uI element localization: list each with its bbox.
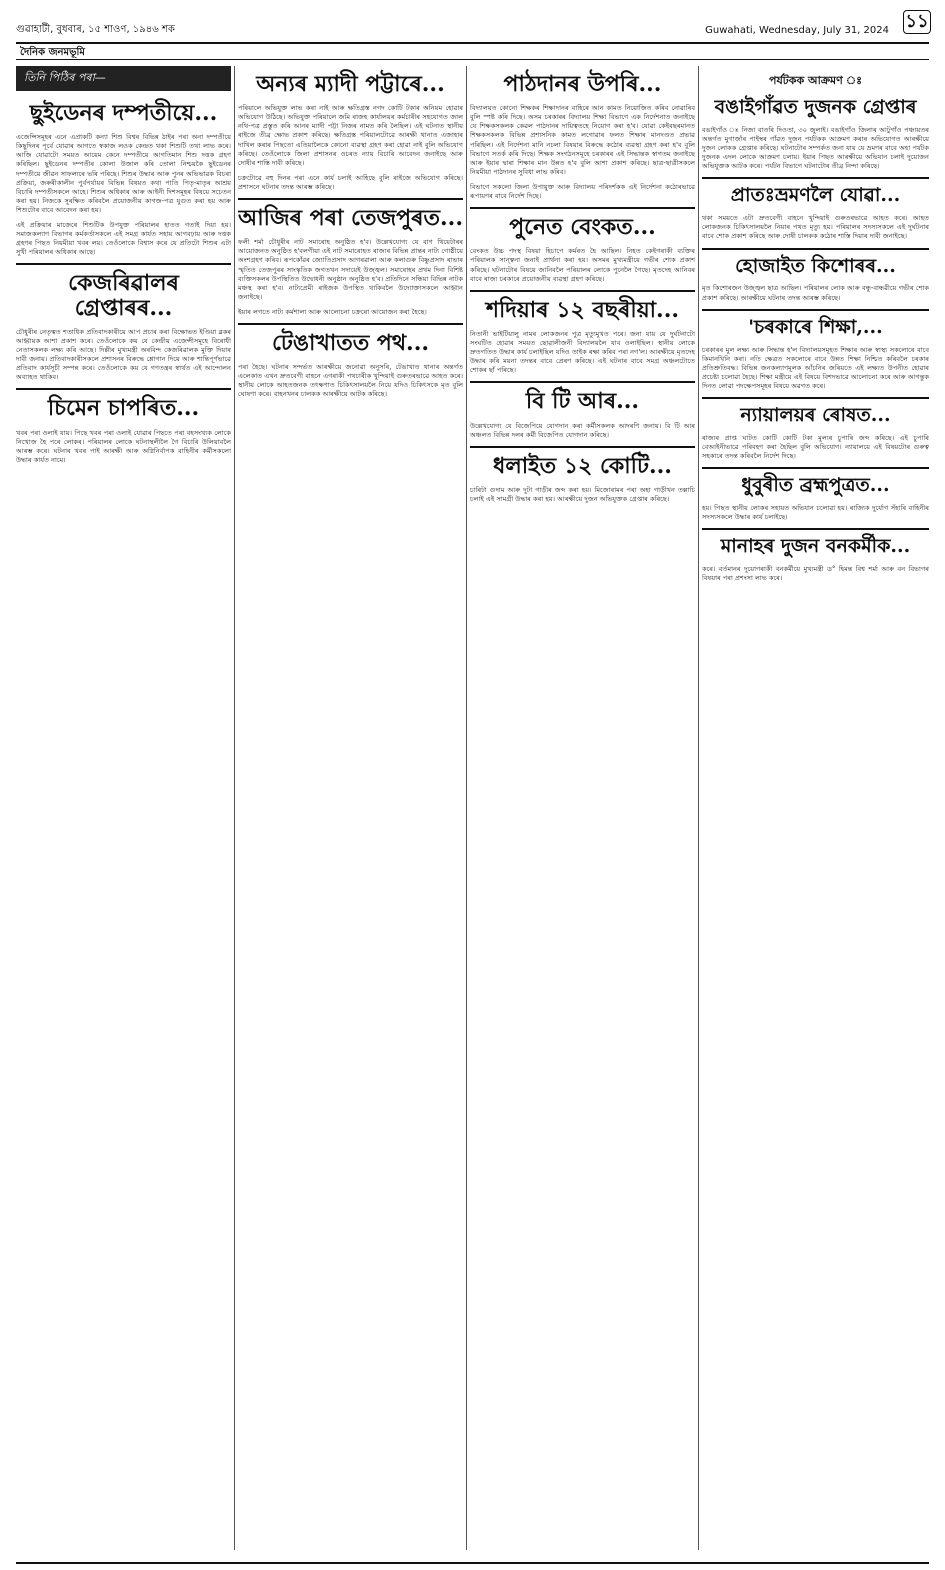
- headline-chimen-chapari: চিমেন চাপৰিত...: [47, 395, 200, 422]
- divider: [238, 198, 463, 200]
- divider: [702, 467, 929, 469]
- headline-government-education: 'চৰকাৰে শিক্ষা,...: [748, 315, 883, 338]
- headline-myadi-patta: অন্যৰ ম্যাদী পট্টাৰে...: [256, 71, 445, 97]
- page-footer-rule: [16, 1562, 929, 1564]
- divider: [702, 309, 929, 311]
- column-2: [238, 66, 463, 1550]
- article-body: চৰকাৰৰ মুল লক্ষ্য আৰু সিদ্ধান্ত হ'ল বিদ্যালয়সমূহত শিক্ষাৰ আৰু স্বাস্থ্য সকলোৰে বাবে কিমানখিনি কৰা। নতি ক্ষেত্ৰত সকলোৰে বাবে উন্নত শিক্ষা নিশ্চিত কৰিবলৈ চৰকাৰ প্ৰতিশ্ৰুতিবদ্ধ। বিভিন্ন জনকল্যাণমূলক আঁচনিৰ জৰিয়তে এই লক্ষ্যত উপনীত হোৱাৰ প্ৰচেষ্টা চলোৱা হৈছে। শিক্ষা মন্ত্ৰীয়ে এই বিষয়ে বিশদভাৱে আলোচনা কৰে আৰু আগন্তুক দিনত লোৱা পদক্ষেপসমূহৰ বিষয়ে অৱগত কৰে।: [702, 345, 929, 390]
- article-body: এজেন্সিসমূহৰ এনে এপ্ৰাকটি কন্যা শিশু বিশ্বৰ বিভিন্ন ঠাইৰ পৰা অনা দম্পতীয়ে কিছুদিনৰ পূৰ্বে যোৱাৰ আগতে স্বকাজ লওক কেন্দ্ৰত থকা শিশুটি তথা লাভ কৰে। আজি যোৱাটো সময়ত আয়েম কেনে দম্পতীয়ে আগতিমান শিশু দত্তক গ্ৰহণ কৰিছিল। ছুইডেনৰ দম্পতীৰ কোলা উজাল কৰি তোলা নিশ্চয়কৈ ছুইডেনৰ দম্পতীয়ে জীৱন সাফল্যৰে ভৰি পৰিছে। শিশুৰ উদ্ধাৰ আৰু পুনৰ অভিভাৱক বিচৰা প্ৰক্ৰিয়া, জৰুৰীকালীন পুৰ্বপৰ্যায়ৰ বিভিন্ন বিষয়ত কথা পাতি পিতৃ-মাতৃৰ আশ্ৰয় বিচাৰি দম্পতীসকলে আহে। শিশুৰ অধিকাৰ আৰু আইনী দিশসমূহৰ বিষয়ে সচেতন কৰা হয়। নিজকে সুৰক্ষিত কৰিবলৈ প্ৰয়োজনীয় কাগজ-পত্ৰ যুগুত কৰা হয় আৰু শিশুটোৰ বাবে আবেদন কৰা হয়।: [16, 133, 231, 214]
- divider: [702, 397, 929, 399]
- article-body: কৰে। বৰ্তমানৰ দুয়োগৰাকী বনকৰ্মীয়ে মুখ্যমন্ত্ৰী ড° হিমন্ত বিশ্ব শৰ্মা আৰু বন বিভাগৰ বিষয়াৰ পৰা প্ৰশংসা লাভ কৰে।: [702, 565, 929, 583]
- column-divider: [698, 66, 699, 1550]
- headline-hojai: হোজাইত কিশোৰৰ...: [735, 254, 896, 277]
- article-body: এই প্ৰক্ৰিয়াৰ মাজেৰে শিশুটিক উপযুক্ত পৰিয়ালৰ হাতত গতাই দিয়া হয়। সমাজকল্যাণ বিভাগৰ কৰ্মকৰ্তাসকলে এই সমগ্ৰ কাৰ্যত সহায় আগবঢ়ায় আৰু দত্তক গ্ৰহণৰ পিছত নিয়মীয়া খবৰ লয়। তেওঁলোকে বিশ্বাস কৰে যে প্ৰতিটো শিশুৰ এটা সুখী পৰিয়ালৰ অধিকাৰ আছে।: [16, 221, 231, 257]
- article-body: ইয়াৰ লগতে নাট্য কৰ্মশালা আৰু আলোচনা চক্ৰৰো আয়োজন কৰা হৈছে।: [238, 307, 427, 316]
- divider: [470, 207, 695, 209]
- article-body: নিতানী ভাইটিয়ালু নামৰ লোকজনৰ পুত্ৰ মৃত্যুমুখত পৰে। জনা যায় যে দুৰ্ঘটনাটো সংঘটিত হোৱাৰ সময়ত ছোৱালীজনী বিদ্যালয়লৈ যাব ওলাইছিল। স্থানীয় লোকে দ্ৰুতগতিত উদ্ধাৰ কাৰ্য চলাইছিল যদিও তাইক ৰক্ষা কৰিব পৰা নগ'ল। আৰক্ষীয়ে মৃতদেহ উদ্ধাৰ কৰি ময়না তদন্তৰ বাবে প্ৰেৰণ কৰিছে। এই ঘটনাৰ বাবে সমগ্ৰ অঞ্চলটোতে শোকৰ ছাঁ পৰিছে।: [470, 329, 695, 375]
- kicker-tourist-attack: পৰ্যটকক আক্ৰমণ ঃ: [768, 74, 863, 87]
- article-body: খবৰ পৰা ওলাই যায়। পিছে খবৰ পৰা ওলাই যোৱাৰ পিছতে পৰা বহসংখ্যক লোকে নিখোজ হৈ পৰে লোকৰ। পৰিয়ালৰ লোকে ঘটনাস্থলীলৈ গৈ বিচাৰি উলিয়াবলৈ আৰম্ভ কৰে। ঘটনাৰ খবৰ পাই আৰক্ষী আৰু অগ্নিনিৰ্বাপক বাহিনীৰ কৰ্মীসকলো উদ্ধাৰ কাৰ্যত নামে।: [16, 428, 231, 464]
- article-body: ফলী শৰ্মা চৌধুৰীৰ নাট সমাৰোহ অনুষ্ঠিত হ'ব। উল্লেখযোগ্য যে বাণ থিয়েটাৰৰ আয়োজনত অনুষ্ঠিত হ'বলগীয়া এই নাট সমাৰোহত ৰাজ্যৰ বিভিন্ন প্ৰান্তৰ নাট্য গোষ্ঠীয়ে অংশগ্ৰহণ কৰিব। ৰূপকোঁৱৰ জ্যোতিপ্ৰসাদ আগৰৱালা আৰু কলাগুৰু বিষ্ণুপ্ৰসাদ ৰাভাৰ স্মৃতিত তেজপুৰৰ সাংস্কৃতিক জগতখন সদায়েই উজ্জ্বল। সমাৰোহৰ প্ৰথম দিনা বিশিষ্ট ব্যক্তিসকলৰ উপস্থিতিত উদ্বোধনী অনুষ্ঠান অনুষ্ঠিত হ'ব। প্ৰতিদিনে সন্ধিয়া বিভিন্ন নাটক মঞ্চস্থ কৰা হ'ব। নাট্যপ্ৰেমী ৰাইজক উপস্থিত থাকিবলৈ উদ্যোক্তাসকলে আহ্বান জনাইছে।: [238, 238, 463, 301]
- article-body: উল্লেখযোগ্য যে বিজেপিয়ে যোগদান কৰা কৰ্মীসকলক আদৰণি জনায়। বি টি আৰ অঞ্চলত বিভিন্ন দলৰ কৰ্মী বিজেপিত যোগদান কৰিছে।: [470, 421, 695, 439]
- article-body: চাৰিটা গুদাম আৰু দুটা গাড়ীৰ জব্দ কৰা হয়। মিজোৰামৰ পৰা অহা গাড়ীখন তল্লাচি চলাই এই সামগ্ৰী উদ্ধাৰ কৰা হয়। আৰক্ষীয়ে দুজন অভিযুক্তক গ্ৰেপ্তাৰ কৰিছে।: [470, 485, 695, 503]
- column-1: [16, 66, 231, 1550]
- headline-kejriwal-arrest: কেজৰিৱালৰ গ্ৰেপ্তাৰৰ...: [68, 270, 179, 321]
- article-body: চৌধুৰীৰ নেতৃত্বত শতাধিক প্ৰতিবাদকাৰীয়ে আপ প্ৰচাৰ কৰা বিক্ষোভত ইণ্ডিয়া ব্লকৰ আহ্বায়ক আশা প্ৰকাশ কৰে। তেওঁলোকে কয় যে কেন্দ্ৰীয় এজেন্সীসমূহে বিৰোধী নেতাসকলক লক্ষ্য কৰি আছে। দিল্লীৰ মুখ্যমন্ত্ৰী অৰবিন্দ কেজৰিৱালক মুক্তি দিয়াৰ দাবী জনায়। প্ৰতিবাদকাৰীসকলে প্ৰশাসনৰ বিৰুদ্ধে শ্লোগান দিয়ে আৰু শান্তিপূৰ্ণভাৱে প্ৰতিবাদ কাৰ্যসূচী সম্পন্ন কৰে। তেওঁলোকে কয় যে গণতন্ত্ৰৰ স্বাৰ্থত এই আন্দোলন অব্যাহত থাকিব।: [16, 327, 231, 382]
- divider: [470, 290, 695, 292]
- article-body: ৰাজ্যৰ প্ৰাপ্ত ঘাটত কোটি কোটি টকা মুল্যৰ চুপাৰি জব্দ কৰিছে। এই চুপাৰি বেআইনীভাৱে পৰিবহণ কৰা হৈছিল বুলি অভিযোগ। ন্যায়ালয়ে এই বিষয়টোৰ গুৰুত্ব সহকাৰে তদন্ত কৰিবলৈ নিৰ্দেশ দিছে।: [702, 433, 929, 461]
- article-body: চক্ৰটোৱে বহু দিনৰ পৰা এনে কাৰ্য চলাই আহিছে বুলি ৰাইজে অভিযোগ কৰিছে। প্ৰশাসনে ঘটনাৰ তদন্ত আৰম্ভ কৰিছে।: [238, 173, 463, 191]
- headline-pune-bank: পুনেত বেংকত...: [509, 214, 656, 241]
- article-body: বিভাগে সকলো জিলা উপায়ুক্ত আৰু বিদ্যালয় পৰিদৰ্শকক এই নিৰ্দেশনা কঠোৰভাৱে ৰূপায়ণৰ বাবে নিৰ্দেশ দিছে।: [470, 182, 695, 201]
- article-body: বেংকত উচ্চ পদস্থ বিষয়া হিচাপে কৰ্মৰত হৈ আছিল। নিহত কেইগৰাকী ব্যক্তিৰ পৰিয়ালক সান্ত্বনা জনাই প্ৰাৰ্থনা কৰা হয়। অসমৰ মুখ্যমন্ত্ৰীয়ে গভীৰ শোক প্ৰকাশ কৰিছে। ঘটনাটোৰ বিষয়ে জানিবলৈ পৰিয়ালৰ লোকে পুনেলৈ গৈছে। মৃতদেহ আনিবৰ বাবে ৰাজ্য চৰকাৰে প্ৰয়োজনীয় ব্যৱস্থা গ্ৰহণ কৰিছে।: [470, 247, 695, 283]
- page-number: ১১: [903, 10, 931, 34]
- headline-dhubri: ধুবুৰীত ব্ৰহ্মপুত্ৰত...: [741, 474, 890, 497]
- headline-sadiya: শদিয়াৰ ১২ বছৰীয়া...: [485, 296, 680, 323]
- headline-tezpur: আজিৰ পৰা তেজপুৰত...: [238, 205, 463, 232]
- column-4: [702, 66, 929, 1550]
- divider: [470, 446, 695, 448]
- divider: [702, 177, 929, 179]
- continued-banner: তিনি পিঠিৰ পৰা—: [16, 66, 231, 91]
- column-divider: [466, 66, 467, 1550]
- headline-dhalai: ধলাইত ১২ কোটি...: [493, 452, 672, 479]
- header-date-english: Guwahati, Wednesday, July 31, 2024: [705, 24, 889, 36]
- article-body: পৰা হৈছে। ঘটনাৰ সন্দৰ্ভত আৰক্ষীয়ে জনোৱা অনুসৰি, টেঙাখাত থানাৰ অন্তৰ্গত এলেকাত এখন দ্ৰুতবেগী বাহনে এগৰাকী পথচাৰীক খুন্দিয়াই গুৰুতৰভাৱে আহত কৰে। স্থানীয় লোকে আহতজনক তৎক্ষণাত চিকিৎসালয়লৈ নিয়ে যদিও চিকিৎসকে মৃত বুলি ঘোষণা কৰে। বাহনখনৰ চালকক আৰক্ষীয়ে আটক কৰিছে।: [238, 363, 463, 399]
- divider: [702, 528, 929, 530]
- headline-court: ন্যায়ালয়ৰ ৰোষত...: [740, 403, 891, 426]
- column-3: [470, 66, 695, 1550]
- article-body: বিদ্যালয়ত কোনো শিক্ষকৰ শিক্ষাদানৰ বাহিৰে আন কামত নিয়োজিত কৰিব নোৱাৰিব বুলি স্পষ্ট কৰি দিছে। অসম চৰকাৰৰ বিদ্যালয় শিক্ষা বিভাগে এক নিৰ্দেশনাত জনাইছে যে শিক্ষকসকলক কেৱল পাঠদানৰ দায়িত্বতহে নিয়োগ কৰা হ'ব। যোৱা কেইবছৰমানত শিক্ষকসকলক বিভিন্ন প্ৰশাসনিক কামত লগোৱাৰ ফলত শিক্ষাৰ মানদণ্ডত প্ৰভাৱ পৰিছিল। এই নিৰ্দেশনা মানি নচলা বিষয়াৰ বিৰুদ্ধে কঠোৰ ব্যৱস্থা গ্ৰহণ কৰা হ'ব বুলি বিভাগে সতৰ্ক কৰি দিছে। শিক্ষক সংগঠনসমূহে চৰকাৰৰ এই সিদ্ধান্তক স্বাগতম জনাইছে আৰু ইয়াৰ দ্বাৰা শিক্ষাৰ মান উন্নত হ'ব বুলি আশা প্ৰকাশ কৰিছে। ছাত্ৰ-ছাত্ৰীসকলে নিয়মীয়া পাঠদানৰ সুবিধা লাভ কৰিব।: [470, 104, 695, 176]
- divider: [16, 388, 231, 390]
- page-header: [16, 20, 929, 40]
- article-body: থকা সময়তে এটা দ্ৰুতবেগী বাহনে খুন্দিয়াই গুৰুতৰভাৱে আহত কৰে। আহত লোকজনক চিকিৎসালয়লৈ নিয়াৰ পথত মৃত্যু হয়। পৰিয়ালৰ সদস্যসকলে এই দুৰ্ঘটনাৰ বাবে শোক প্ৰকাশ কৰিছে আৰু দোষী চালকক কঠোৰ শাস্তি দিয়াৰ দাবী জনাইছে।: [702, 214, 929, 241]
- divider: [470, 381, 695, 383]
- headline-sweden-couple: ছুইডেনৰ দম্পতীয়ে...: [29, 100, 218, 126]
- article-body: মৃত কিশোৰজন উজ্জ্বল ছাত্ৰ আছিল। পৰিয়ালৰ লোক আৰু বন্ধু-বান্ধৱীয়ে গভীৰ শোক প্ৰকাশ কৰিছে। আৰক্ষীয়ে ঘটনাৰ তদন্ত আৰম্ভ কৰিছে।: [702, 284, 929, 302]
- masthead: দৈনিক জনমভূমি: [16, 42, 929, 60]
- headline-morning-walk: প্ৰাতঃভ্ৰমণলৈ যোৱা...: [730, 184, 901, 207]
- headline-bongaigaon: বঙাইগাঁৱত দুজনক গ্ৰেপ্তাৰ: [714, 96, 917, 118]
- headline-tengakhat: টেঙাখাতত পথ...: [271, 329, 430, 356]
- headline-teaching: পাঠদানৰ উপৰি...: [503, 71, 662, 97]
- divider: [16, 263, 231, 265]
- headline-btr: বি টি আৰ...: [525, 388, 640, 415]
- article-body: হয়। পিছত স্থানীয় লোকৰ সহায়ত অভিযান চলোৱা হয়। ৰাজ্যিক দুৰ্যোগ সঁহাৰি বাহিনীৰ সদস্যসকলে উদ্ধাৰ কাৰ্য চলাইছে।: [702, 504, 929, 522]
- article-body: পৰিয়ালে অভিযুক্ত লাভ কৰা নাই আৰু ক্ষতিগ্ৰস্ত নগদ কোটি টকাৰ অনিয়ম হোৱাৰ অভিযোগ উঠিছে। অভিযুক্ত পৰিয়ালে জমি ৰাজহ কাৰ্যালয়ৰ কৰ্মচাৰীৰ সহযোগত জাল নথি-পত্ৰ প্ৰস্তুত কৰি আনৰ ম্যাদী পট্টা নিজৰ নামত কৰি লৈছিল। এই ঘটনাত স্থানীয় ৰাইজে তীব্ৰ ক্ষোভ প্ৰকাশ কৰিছে। ক্ষতিগ্ৰস্ত পৰিয়ালটোৱে আৰক্ষী থানাত এজাহাৰ দাখিল কৰাৰ পিছতো এতিয়ালৈকে কোনো ব্যৱস্থা গ্ৰহণ কৰা হোৱা নাই বুলি অভিযোগ কৰিছে। তেওঁলোকে জিলা প্ৰশাসনৰ ওচৰত ন্যায় বিচাৰি আবেদন জনাইছে আৰু দোষীৰ শাস্তি দাবী কৰিছে।: [238, 104, 463, 167]
- headline-manas: মানাহৰ দুজন বনকৰ্মীক...: [720, 535, 911, 558]
- article-body: বঙাইগাঁও ঃ নিজা বাতৰি দিওতা, ৩০ জুলাই। বঙাইগাঁও জিলাৰ আটুগাঁও পঞ্চায়তৰ অন্তৰ্গত মুগাৰ্জাৰ পাইম্বৰ গাঁৱত দুজন পৰ্যটকক আক্ৰমণ কৰাৰ অভিযোগত আৰক্ষীয়ে দুজন লোকক গ্ৰেপ্তাৰ কৰিছে। ঘটনাটোৰ সম্পৰ্কত জনা যায় যে ভ্ৰমণৰ বাবে অহা পৰ্যটক দুজনক এদল লোকে আক্ৰমণ চলায়। ইয়াৰ পিছত আৰক্ষীয়ে অভিযান চলাই দুয়োজন অভিযুক্তক আটক কৰে। পৰ্যটন বিভাগে ঘটনাটোৰ তীব্ৰ নিন্দা কৰিছে।: [702, 125, 929, 171]
- divider: [238, 323, 463, 325]
- divider: [702, 248, 929, 250]
- column-divider: [234, 66, 235, 1550]
- header-date-assamese: গুৱাহাটী, বুধবাৰ, ১৫ শাওণ, ১৯৪৬ শক: [16, 23, 175, 35]
